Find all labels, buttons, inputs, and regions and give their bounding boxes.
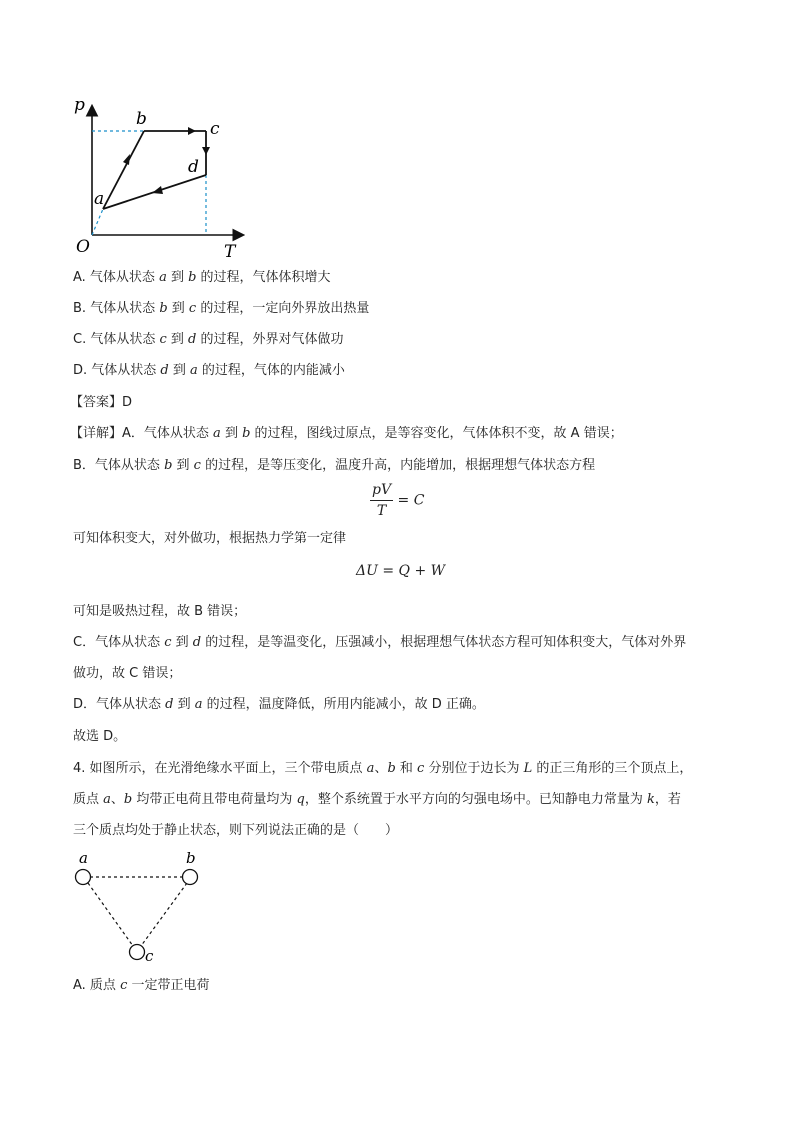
dashed-guide-origin xyxy=(92,209,103,235)
pt-graph xyxy=(70,92,250,262)
arrow-ab xyxy=(123,154,130,165)
label-c: c xyxy=(210,119,220,139)
label-charge-a: a xyxy=(79,849,88,867)
label-b: b xyxy=(136,109,147,129)
detail-conclusion: 故选 D。 xyxy=(73,729,127,744)
arrow-bc xyxy=(188,127,196,135)
detail-line-b: B．气体从状态 b 到 c 的过程，是等压变化，温度升高，内能增加，根据理想气体状态方程 xyxy=(73,458,596,473)
eq1-numerator: pV xyxy=(370,480,393,501)
detail-line-c2: 做功，故 C 错误； xyxy=(73,666,182,681)
side-bc xyxy=(141,883,187,946)
detail-line-a: 【详解】A．气体从状态 a 到 b 的过程，图线过原点，是等容变化，气体体积不变，故 A 错误； xyxy=(70,426,623,441)
arrow-da xyxy=(152,186,163,194)
label-charge-c: c xyxy=(145,947,154,965)
label-T: T xyxy=(224,242,236,262)
side-ac xyxy=(88,883,133,946)
detail-text-3: 可知是吸热过程，故 B 错误； xyxy=(73,604,247,619)
equation-first-law: ΔU = Q + W xyxy=(356,563,446,579)
label-origin: O xyxy=(76,237,90,257)
label-a: a xyxy=(94,189,105,209)
triangle-figure xyxy=(70,848,220,968)
option-b: B. 气体从状态 b 到 c 的过程，一定向外界放出热量 xyxy=(73,301,370,316)
charge-a xyxy=(76,870,91,885)
charge-b xyxy=(183,870,198,885)
label-charge-b: b xyxy=(186,849,196,867)
eq1-rhs: = C xyxy=(393,492,425,509)
detail-text-2: 可知体积变大，对外做功，根据热力学第一定律 xyxy=(73,531,347,546)
detail-line-d: D．气体从状态 d 到 a 的过程，温度降低，所用内能减小，故 D 正确。 xyxy=(73,697,485,712)
answer-line: 【答案】D xyxy=(70,395,133,410)
eq1-denominator: T xyxy=(376,503,387,519)
arrow-cd xyxy=(202,147,210,155)
detail-line-c1: C．气体从状态 c 到 d 的过程，是等温变化，压强减小，根据理想气体状态方程可知体积变大，气体对外界 xyxy=(73,635,687,650)
charge-c xyxy=(130,945,145,960)
q4-line-3: 三个质点均处于静止状态，则下列说法正确的是（ ） xyxy=(73,823,399,838)
option-d: D. 气体从状态 d 到 a 的过程，气体的内能减小 xyxy=(73,363,345,378)
label-d: d xyxy=(188,157,199,177)
label-p: p xyxy=(74,95,85,115)
option-c: C. 气体从状态 c 到 d 的过程，外界对气体做功 xyxy=(73,332,344,347)
equation-gas-law xyxy=(370,480,424,521)
q4-line-1: 4. 如图所示，在光滑绝缘水平面上，三个带电质点 a、b 和 c 分别位于边长为 L 的正三角形的三个顶点上， xyxy=(73,761,693,776)
q4-option-a: A. 质点 c 一定带正电荷 xyxy=(73,978,210,993)
option-a: A. 气体从状态 a 到 b 的过程，气体体积增大 xyxy=(73,270,331,285)
q4-line-2: 质点 a、b 均带正电荷且带电荷量均为 q，整个系统置于水平方向的匀强电场中。已知静电力常量为 k，若 xyxy=(73,792,681,807)
